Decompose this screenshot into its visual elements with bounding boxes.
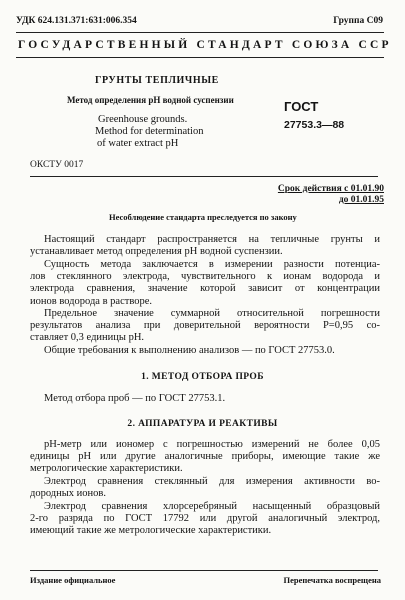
title-divider — [30, 176, 378, 177]
standard-title: ГОСУДАРСТВЕННЫЙ СТАНДАРТ СОЮЗА ССР — [18, 39, 392, 51]
header-bottom-rule — [16, 57, 384, 58]
section-2-paragraph-3 — [30, 501, 380, 538]
text-line: имеющий такие же метрологические характеристики. — [30, 525, 272, 537]
validity-from: Срок действия с 01.01.90 — [277, 184, 384, 194]
text-line: Настоящий стандарт распространяется на тепличные грунты и — [44, 234, 380, 245]
section-1-paragraph — [30, 393, 380, 405]
text-line: Предельное значение суммарной относительной погрешности — [44, 308, 380, 319]
section-2-paragraph-1 — [30, 439, 380, 476]
section-1-heading: 1. МЕТОД ОТБОРА ПРОБ — [141, 372, 264, 382]
text-line: Электрод сравнения хлорсеребряный насыщенный образцовый — [44, 501, 380, 512]
section-2-heading: 2. АППАРАТУРА И РЕАКТИВЫ — [127, 419, 278, 429]
text-line: Электрод сравнения стеклянный для измерения активности во- — [44, 476, 380, 487]
document-subtitle: Метод определения pH водной суспензии — [67, 95, 234, 105]
legal-notice: Несоблюдение стандарта преследуется по закону — [109, 212, 297, 222]
english-title-line-2: Method for determination — [95, 126, 204, 137]
footer-rule — [30, 570, 378, 571]
text-line: лов стеклянного электрода, чувствительного к ионам водорода и — [30, 271, 380, 283]
text-line: ставляет 0,3 единицы pH. — [30, 332, 145, 344]
text-line: 2-го разряда по ГОСТ 17792 или другой аналогичный электрод, — [30, 513, 380, 525]
english-title-line-3: of water extract pH — [97, 138, 179, 149]
section-2-paragraph-2 — [30, 476, 380, 500]
text-line: Общие требования к выполнению анализов — по ГОСТ 27753.0. — [44, 345, 335, 356]
text-line: метрологические характеристики. — [30, 463, 183, 475]
gost-number: 27753.3—88 — [284, 119, 345, 131]
footer-reprint-prohibited: Перепечатка воспрещена — [283, 575, 381, 585]
text-line: ионов водорода в растворе. — [30, 295, 152, 307]
gost-label: ГОСТ — [284, 99, 319, 114]
text-line: электрода сравнения, значение которой зависит от концентрации — [30, 283, 380, 295]
intro-paragraph-3 — [30, 308, 380, 345]
intro-paragraph-2 — [30, 259, 380, 308]
document-title: ГРУНТЫ ТЕПЛИЧНЫЕ — [95, 75, 219, 86]
header-top-rule — [16, 32, 384, 33]
text-line: Метод отбора проб — по ГОСТ 27753.1. — [44, 393, 226, 404]
intro-paragraph-1 — [30, 234, 380, 258]
text-line: единицы pH или другие аналогичные приборы, имеющие такие же — [30, 451, 380, 463]
udc-code: УДК 624.131.371:631:006.354 — [16, 16, 137, 26]
english-title-line-1: Greenhouse grounds. — [98, 114, 188, 125]
okstu-code: ОКСТУ 0017 — [30, 160, 84, 170]
intro-paragraph-4 — [30, 345, 380, 357]
text-line: устанавливает метод определения pH водной суспензии. — [30, 246, 283, 258]
text-line: дородных ионов. — [30, 488, 107, 500]
footer-official-edition: Издание официальное — [30, 575, 116, 585]
text-line: pH-метр или иономер с погрешностью измерений не более 0,05 — [44, 439, 380, 450]
text-line: результатов анализа при доверительной вероятности P=0,95 со- — [30, 320, 380, 332]
group-code: Группа С09 — [333, 16, 383, 26]
text-line: Сущность метода заключается в измерении разности потенциа- — [44, 259, 380, 270]
validity-to: до 01.01.95 — [338, 195, 384, 205]
